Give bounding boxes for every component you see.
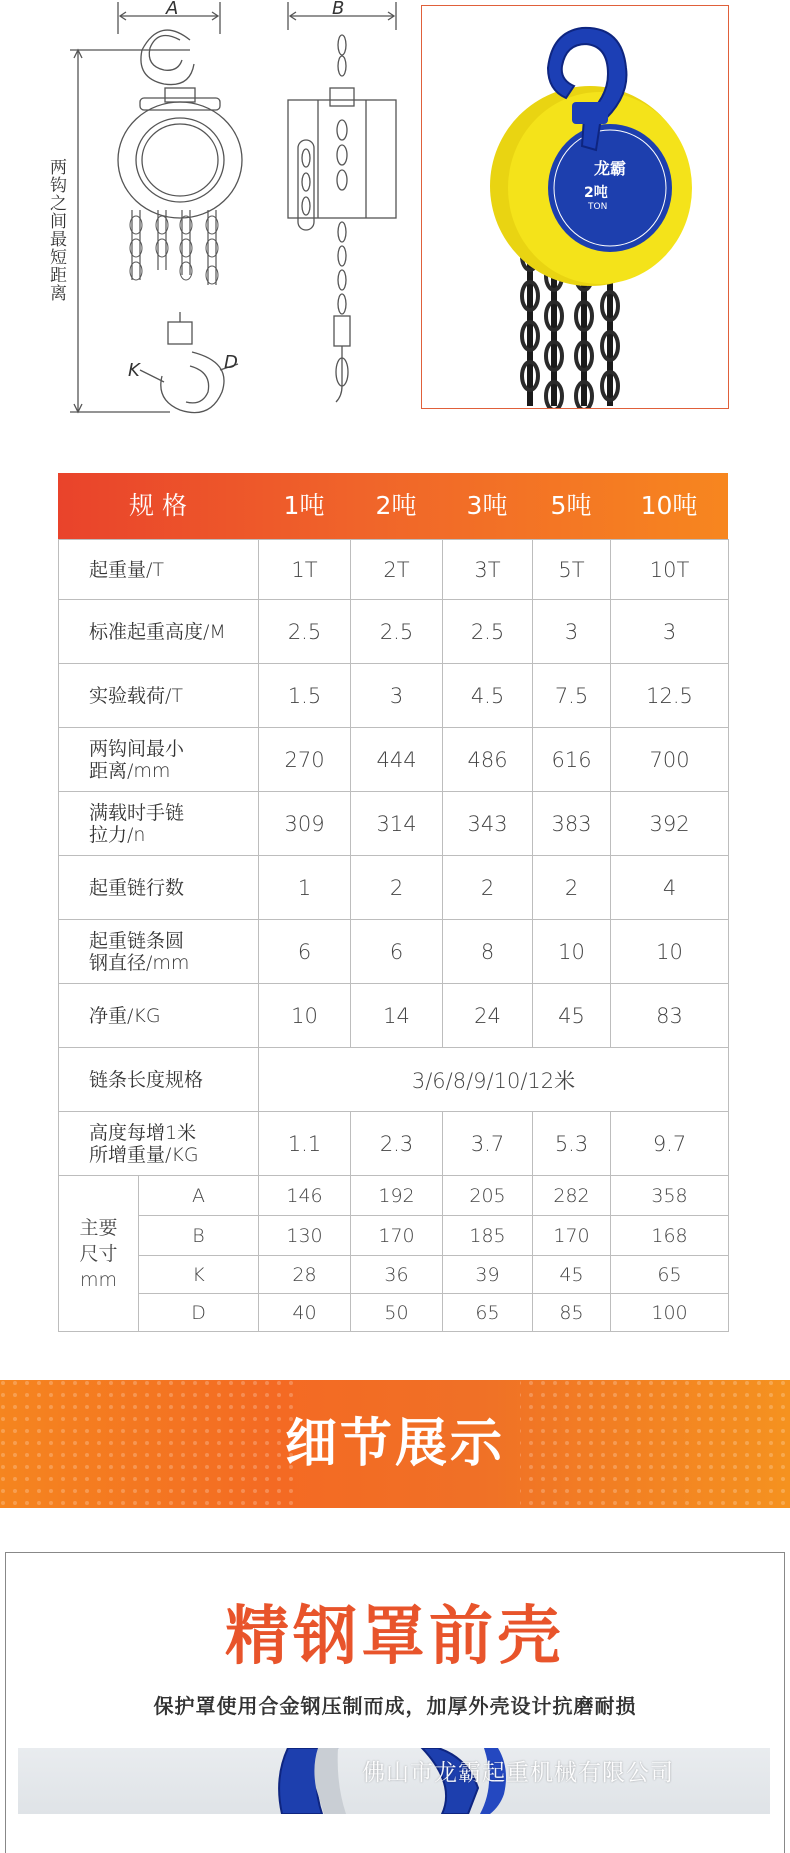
dims-group-line3: mm: [79, 1268, 118, 1291]
table-cell: 486: [443, 728, 533, 792]
table-cell: 83: [611, 984, 729, 1048]
table-row: [59, 1048, 729, 1112]
table-cell: 2: [351, 856, 443, 920]
detail-banner: [0, 1380, 790, 1508]
row-label-line1: 满载时手链: [89, 801, 185, 824]
chain-hoist-illustration: [422, 6, 728, 408]
table-cell: 39: [443, 1256, 533, 1294]
table-cell: 12.5: [611, 664, 729, 728]
table-cell: 4.5: [443, 664, 533, 728]
row-label: [59, 920, 259, 984]
table-cell: 65: [443, 1294, 533, 1332]
table-cell: 3: [533, 600, 611, 664]
table-cell: 2.5: [351, 600, 443, 664]
dimension-d-label: D: [224, 352, 238, 373]
row-label-line2: 拉力/n: [89, 823, 146, 846]
table-cell: 192: [351, 1176, 443, 1216]
table-cell: 282: [533, 1176, 611, 1216]
row-label: 实验载荷/T: [59, 664, 259, 728]
table-cell: 2.5: [259, 600, 351, 664]
table-cell: 28: [259, 1256, 351, 1294]
table-cell: 6: [259, 920, 351, 984]
table-cell: 314: [351, 792, 443, 856]
table-row: [59, 540, 729, 600]
table-cell: 3: [611, 600, 729, 664]
row-label-line2: 所增重量/KG: [89, 1143, 199, 1166]
table-cell: 168: [611, 1216, 729, 1256]
table-cell: 2T: [351, 540, 443, 600]
table-cell: 1.1: [259, 1112, 351, 1176]
table-cell: 14: [351, 984, 443, 1048]
table-cell: 1.5: [259, 664, 351, 728]
table-cell: 24: [443, 984, 533, 1048]
table-row: [59, 600, 729, 664]
dimension-a-label: A: [166, 0, 179, 19]
table-cell: 8: [443, 920, 533, 984]
table-cell: 383: [533, 792, 611, 856]
table-cell: 10T: [611, 540, 729, 600]
header-spec: 规 格: [129, 491, 187, 520]
detail-title: 精钢罩前壳: [225, 1600, 565, 1674]
table-cell: 4: [611, 856, 729, 920]
table-cell: 616: [533, 728, 611, 792]
dims-group-line1: 主要: [79, 1216, 118, 1239]
company-watermark: 佛山市龙霸起重机械有限公司: [362, 1760, 674, 1786]
table-cell: 45: [533, 984, 611, 1048]
spec-table: [58, 539, 729, 1332]
table-cell: 444: [351, 728, 443, 792]
table-cell: 700: [611, 728, 729, 792]
table-row: [59, 920, 729, 984]
hook-distance-caption: 两钩之间最短距离: [46, 158, 66, 302]
banner-title: 细节展示: [284, 1414, 505, 1474]
table-cell: 1T: [259, 540, 351, 600]
row-label: 起重量/T: [59, 540, 259, 600]
table-cell: 185: [443, 1216, 533, 1256]
table-cell: 270: [259, 728, 351, 792]
row-label: 标准起重高度/M: [59, 600, 259, 664]
row-label: 净重/KG: [59, 984, 259, 1048]
row-label: [59, 728, 259, 792]
table-cell: 2.3: [351, 1112, 443, 1176]
detail-subtitle: 保护罩使用合金钢压制而成，加厚外壳设计抗磨耐损: [153, 1694, 637, 1718]
row-label: [59, 792, 259, 856]
table-cell: 10: [611, 920, 729, 984]
table-cell: 130: [259, 1216, 351, 1256]
table-cell: 10: [259, 984, 351, 1048]
table-row: [59, 664, 729, 728]
table-row: [59, 792, 729, 856]
table-cell: 1: [259, 856, 351, 920]
row-label-line1: 两钩间最小: [89, 737, 185, 760]
side-view-drawing: [278, 0, 408, 430]
table-cell: 6: [351, 920, 443, 984]
table-row: [59, 1294, 729, 1332]
table-cell: 392: [611, 792, 729, 856]
photo-capacity-label: 2吨: [584, 185, 608, 201]
row-label-line2: 钢直径/mm: [89, 951, 190, 974]
table-row: [59, 984, 729, 1048]
row-label: [59, 1112, 259, 1176]
row-label: 起重链行数: [59, 856, 259, 920]
dimension-b-label: B: [332, 0, 345, 19]
table-cell: 40: [259, 1294, 351, 1332]
table-cell: 45: [533, 1256, 611, 1294]
table-cell: 309: [259, 792, 351, 856]
table-cell: 205: [443, 1176, 533, 1216]
row-label-line1: 起重链条圆: [89, 929, 185, 952]
dims-group-line2: 尺寸: [79, 1242, 118, 1265]
table-row: [59, 728, 729, 792]
header-col-2t: 2吨: [375, 491, 417, 520]
row-label-line2: 距离/mm: [89, 759, 171, 782]
photo-brand-label: 龙霸: [594, 159, 627, 178]
header-col-3t: 3吨: [466, 491, 508, 520]
row-label: 链条长度规格: [59, 1048, 259, 1112]
table-cell: 3: [351, 664, 443, 728]
table-cell: 3T: [443, 540, 533, 600]
product-photo: [421, 5, 729, 409]
table-cell: 50: [351, 1294, 443, 1332]
dim-key: B: [139, 1216, 259, 1256]
table-cell: 2: [443, 856, 533, 920]
header-col-1t: 1吨: [283, 491, 325, 520]
photo-capacity-unit: TON: [588, 202, 608, 212]
table-cell: 146: [259, 1176, 351, 1216]
table-cell: 65: [611, 1256, 729, 1294]
table-cell: 358: [611, 1176, 729, 1216]
table-cell: 170: [351, 1216, 443, 1256]
table-row: [59, 1216, 729, 1256]
table-cell: 343: [443, 792, 533, 856]
table-cell: 170: [533, 1216, 611, 1256]
header-col-5t: 5吨: [550, 491, 592, 520]
chain-length-merged-cell: 3/6/8/9/10/12米: [259, 1048, 729, 1112]
table-cell: 85: [533, 1294, 611, 1332]
table-cell: 10: [533, 920, 611, 984]
table-cell: 7.5: [533, 664, 611, 728]
table-row: [59, 1256, 729, 1294]
dim-key: K: [139, 1256, 259, 1294]
table-cell: 36: [351, 1256, 443, 1294]
table-cell: 3.7: [443, 1112, 533, 1176]
dimension-k-label: K: [128, 360, 140, 381]
table-cell: 9.7: [611, 1112, 729, 1176]
spec-table-header: [58, 473, 728, 539]
header-col-10t: 10吨: [640, 491, 698, 520]
table-row: [59, 1112, 729, 1176]
dim-key: A: [139, 1176, 259, 1216]
table-cell: 2.5: [443, 600, 533, 664]
dims-group-label: [59, 1176, 139, 1332]
table-cell: 5.3: [533, 1112, 611, 1176]
table-cell: 100: [611, 1294, 729, 1332]
table-row: [59, 856, 729, 920]
dim-key: D: [139, 1294, 259, 1332]
row-label-line1: 高度每增1米: [89, 1121, 197, 1144]
table-row: [59, 1176, 729, 1216]
table-cell: 5T: [533, 540, 611, 600]
table-cell: 2: [533, 856, 611, 920]
